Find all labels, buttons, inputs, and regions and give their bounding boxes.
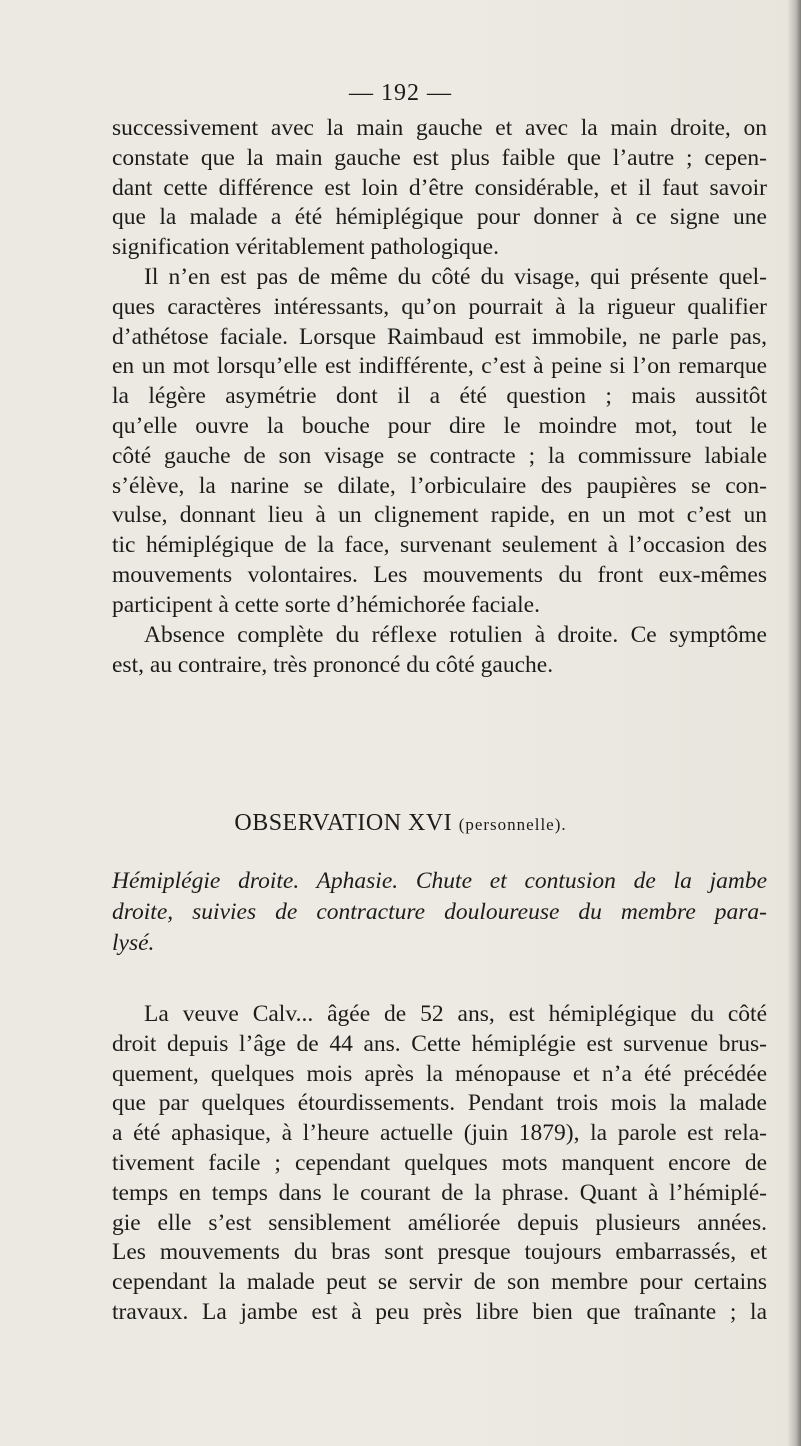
text-line: dant cette différence est loin d’être considérable, et il faut savoir (112, 174, 767, 201)
paragraph-reflex (112, 621, 767, 681)
text-line: participent à cette sorte d’hémichorée faciale. (112, 591, 540, 618)
text-line: ques caractères intéressants, qu’on pourrait à la rigueur qualifier (112, 293, 767, 320)
page-number: — 192 — (349, 80, 452, 106)
text-line: successivement avec la main gauche et avec la main droite, on (112, 115, 767, 141)
text-line: qu’elle ouvre la bouche pour dire le moindre mot, tout le (112, 412, 767, 439)
text-line: que la malade a été hémiplégique pour donner à ce signe une (112, 204, 767, 231)
text-line: travaux. La jambe est à peu près libre bien que traînante ; la (112, 1298, 767, 1325)
text-line: tic hémiplégique de la face, survenant seulement à l’occasion des (112, 532, 767, 559)
text-line: côté gauche de son visage se contracte ; la commissure labiale (112, 442, 767, 469)
text-line: d’athétose faciale. Lorsque Raimbaud est immobile, ne parle pas, (112, 323, 767, 350)
text-line: Il n’en est pas de même du côté du visage, qui présente quel- (144, 264, 767, 290)
text-line: Les mouvements du bras sont presque toujours embarrassés, et (112, 1239, 767, 1266)
text-line: tivement facile ; cependant quelques mots manquent encore de (112, 1149, 767, 1176)
observation-label: (personnelle). (458, 815, 567, 834)
subtitle-line: lysé. (112, 930, 155, 956)
subtitle-line: droite, suivies de contracture douloureuse du membre para- (112, 899, 767, 925)
text-line: quement, quelques mois après la ménopause et n’a été précédée (112, 1060, 767, 1087)
paragraph-continuation (112, 114, 767, 263)
text-line: droit depuis l’âge de 44 ans. Cette hémiplégie est survenue brus- (112, 1030, 767, 1057)
text-line: cependant la malade peut se servir de son membre pour certains (112, 1269, 767, 1296)
text-line: a été aphasique, à l’heure actuelle (juin 1879), la parole est rela- (112, 1120, 767, 1147)
text-line: signification véritablement pathologique. (112, 234, 499, 261)
text-line: s’élève, la narine se dilate, l’orbiculaire des paupières se con- (112, 472, 767, 499)
text-line: vulse, donnant lieu à un clignement rapide, en un mot c’est un (112, 502, 767, 529)
subtitle-line: Hémiplégie droite. Aphasie. Chute et contusion de la jambe (112, 868, 767, 894)
text-line: est, au contraire, très prononcé du côté gauche. (112, 651, 554, 678)
paragraph-facial-athetosis (112, 263, 767, 621)
text-line: temps en temps dans le courant de la phrase. Quant à l’hémiplé- (112, 1179, 767, 1206)
page-edge-shadow (787, 0, 801, 1446)
text-line: en un mot lorsqu’elle est indifférente, c’est à peine si l’on remarque (112, 353, 767, 380)
text-line: mouvements volontaires. Les mouvements du front eux-mêmes (112, 561, 767, 588)
text-line: Absence complète du réflexe rotulien à droite. Ce symptôme (144, 622, 767, 648)
observation-title: OBSERVATION XVI (234, 810, 453, 836)
observation-heading (0, 810, 801, 837)
text-line: que par quelques étourdissements. Pendant trois mois la malade (112, 1090, 767, 1117)
text-line: constate que la main gauche est plus faible que l’autre ; cepen- (112, 144, 767, 171)
text-line: la légère asymétrie dont il a été question ; mais aussitôt (112, 383, 767, 410)
paragraph-case-history (112, 1000, 767, 1328)
text-line: gie elle s’est sensiblement améliorée depuis plusieurs années. (112, 1209, 767, 1236)
observation-subtitle (112, 866, 767, 959)
text-line: La veuve Calv... âgée de 52 ans, est hémiplégique du côté (144, 1001, 767, 1027)
